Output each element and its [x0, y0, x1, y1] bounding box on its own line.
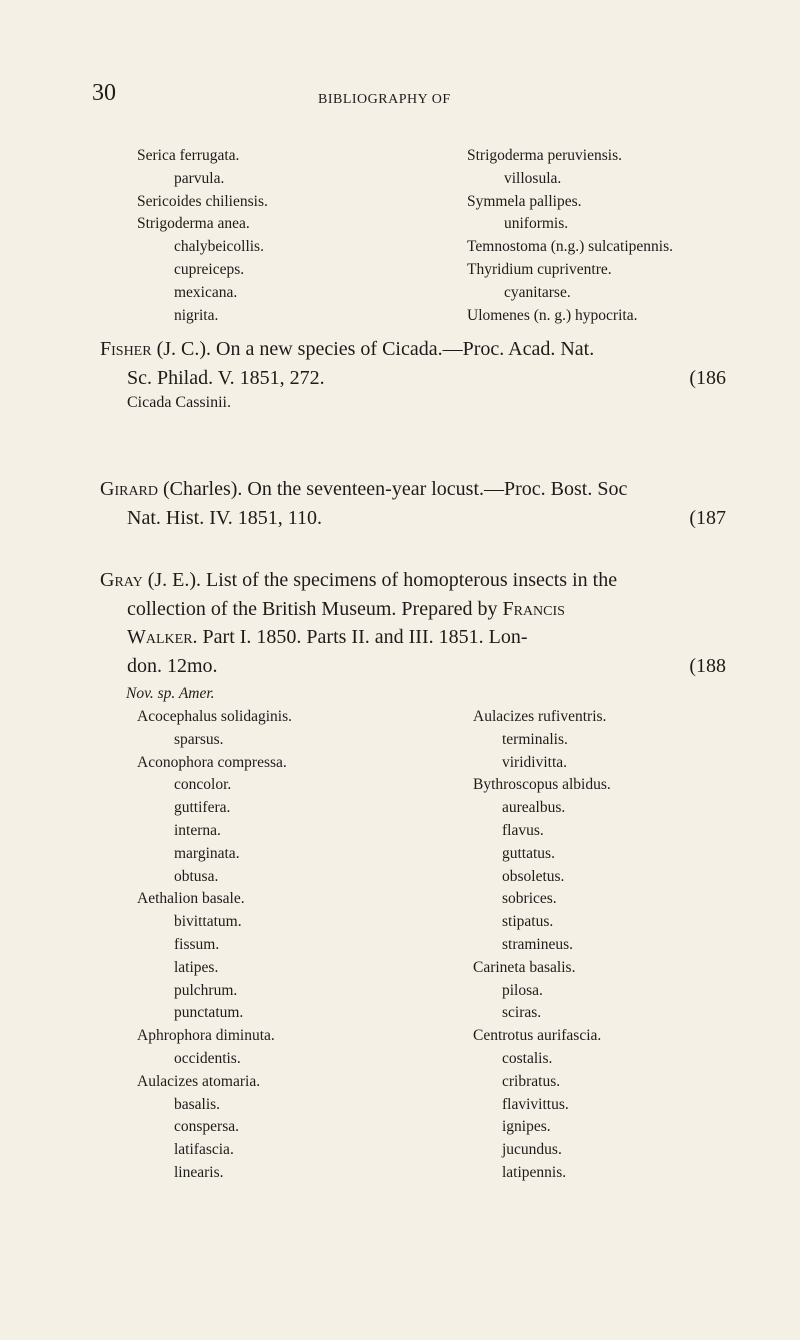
list-item: uniformis. — [504, 215, 569, 233]
list-item: Aethalion basale. — [137, 890, 245, 908]
list-item: cupreiceps. — [174, 260, 245, 278]
list-item: pulchrum. — [174, 981, 238, 999]
list-item: stipatus. — [502, 913, 554, 931]
list-item: jucundus. — [502, 1141, 562, 1159]
bibliography-entry-fisher — [100, 335, 726, 414]
list-item: sparsus. — [174, 730, 224, 748]
list-item: obsoletus. — [502, 867, 565, 885]
entry-text: don. 12mo. — [127, 654, 218, 677]
list-item: viridivitta. — [502, 753, 568, 771]
list-item: bivittatum. — [174, 913, 242, 931]
list-item: Thyridium cupriventre. — [467, 260, 612, 278]
list-item: Serica ferrugata. — [137, 147, 240, 164]
list-item: villosula. — [504, 169, 562, 187]
list-item: Aulacizes atomaria. — [137, 1072, 261, 1090]
list-item: chalybeicollis. — [174, 238, 264, 256]
list-item: occidentis. — [174, 1049, 241, 1067]
list-item: concolor. — [174, 776, 232, 794]
list-item: ignipes. — [502, 1118, 551, 1136]
entry-author: Fisher — [100, 338, 152, 360]
species-list-left-column — [137, 706, 292, 1185]
list-item: guttatus. — [502, 844, 555, 862]
list-item: stramineus. — [502, 935, 574, 953]
list-item: punctatum. — [174, 1004, 244, 1022]
entry-author: Girard — [100, 478, 159, 500]
running-head: BIBLIOGRAPHY OF — [318, 92, 451, 107]
list-item: marginata. — [174, 844, 240, 862]
list-item: Acocephalus solidaginis. — [137, 708, 292, 725]
bibliography-entry-gray — [100, 566, 726, 680]
section-label: Nov. sp. Amer. — [126, 685, 215, 702]
list-item: Strigoderma anea. — [137, 215, 250, 233]
list-item: Ulomenes (n. g.) hypocrita. — [467, 306, 638, 324]
list-item: cribratus. — [502, 1072, 561, 1090]
list-item: fissum. — [174, 935, 220, 953]
list-item: flavus. — [502, 821, 544, 839]
list-item: parvula. — [174, 169, 225, 187]
top-list-right-column — [467, 145, 673, 327]
list-item: linearis. — [174, 1163, 224, 1181]
entry-text: Sc. Philad. V. 1851, 272. — [127, 366, 325, 389]
entry-species: Cicada Cassinii. — [127, 394, 231, 411]
list-item: flavivittus. — [502, 1095, 569, 1113]
list-item: cyanitarse. — [504, 283, 571, 301]
list-item: Aphrophora diminuta. — [137, 1027, 275, 1045]
list-item: Symmela pallipes. — [467, 192, 582, 210]
list-item: conspersa. — [174, 1118, 239, 1136]
top-list-left-column — [137, 145, 268, 327]
list-item: interna. — [174, 821, 221, 839]
entry-text: Walker — [127, 626, 193, 648]
list-item: Strigoderma peruviensis. — [467, 147, 622, 164]
list-item: sciras. — [502, 1004, 542, 1022]
list-item: Carineta basalis. — [473, 958, 576, 976]
list-item: Aconophora compressa. — [137, 753, 287, 771]
list-item: sobrices. — [502, 890, 557, 908]
list-item: Sericoides chiliensis. — [137, 192, 268, 210]
list-item: Centrotus aurifascia. — [473, 1027, 602, 1045]
entry-year: (188 — [689, 654, 726, 677]
entry-year: (187 — [689, 506, 726, 529]
list-item: aurealbus. — [502, 799, 566, 817]
list-item: Bythroscopus albidus. — [473, 776, 611, 794]
list-item: latipennis. — [502, 1163, 567, 1181]
entry-text: (J. E.). List of the specimens of homopterous insects in the — [142, 569, 618, 591]
list-item: pilosa. — [502, 981, 543, 999]
entry-text: Nat. Hist. IV. 1851, 110. — [127, 506, 322, 529]
list-item: mexicana. — [174, 283, 238, 301]
entry-text: Francis — [502, 597, 565, 620]
list-item: latifascia. — [174, 1141, 234, 1159]
species-list-right-column — [473, 706, 611, 1185]
list-item: obtusa. — [174, 867, 219, 885]
bibliography-entry-girard — [100, 475, 726, 532]
list-item: terminalis. — [502, 730, 568, 748]
list-item: guttifera. — [174, 799, 231, 817]
entry-text: . Part I. 1850. Parts II. and III. 1851. Lon- — [192, 626, 528, 648]
entry-text: collection of the British Museum. Prepared by — [127, 597, 503, 620]
entry-year: (186 — [689, 366, 726, 389]
list-item: basalis. — [174, 1095, 221, 1113]
list-item: nigrita. — [174, 306, 219, 324]
list-item: latipes. — [174, 958, 219, 976]
entry-author: Gray — [100, 569, 143, 591]
entry-text: (J. C.). On a new species of Cicada.—Proc. Acad. Nat. — [151, 338, 595, 360]
list-item: costalis. — [502, 1049, 553, 1067]
entry-text: (Charles). On the seventeen-year locust.—Proc. Bost. Soc — [158, 478, 628, 500]
list-item: Aulacizes rufiventris. — [473, 708, 607, 725]
list-item: Temnostoma (n.g.) sulcatipennis. — [467, 238, 673, 256]
page-number: 30 — [92, 80, 116, 106]
